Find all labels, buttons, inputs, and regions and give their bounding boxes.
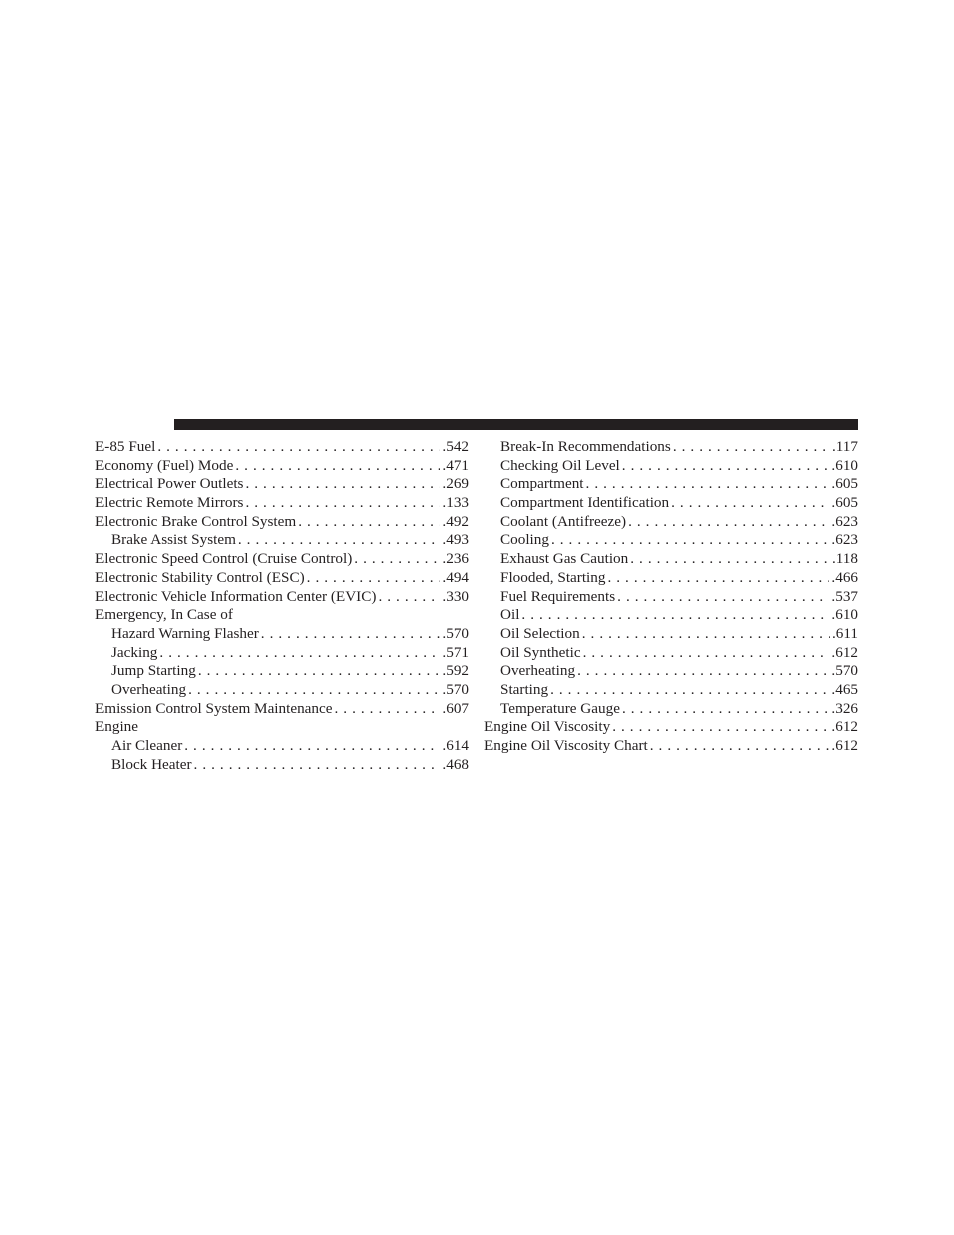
index-entry-label: E-85 Fuel	[95, 438, 156, 455]
index-entry	[484, 625, 858, 644]
index-entry	[95, 606, 469, 625]
dot-leader	[521, 606, 829, 625]
index-entry-label: Electronic Speed Control (Cruise Control)	[95, 550, 353, 568]
dot-leader	[238, 531, 441, 550]
index-entry	[484, 569, 858, 588]
index-entry-label: Jacking	[111, 643, 158, 661]
index-entry-page: .118	[831, 550, 858, 568]
index-entry	[484, 550, 858, 569]
index-entry	[95, 494, 469, 513]
index-entry-page: .612	[831, 643, 858, 661]
index-entry-page: .607	[442, 699, 469, 717]
dot-leader	[628, 513, 829, 532]
dot-leader	[577, 662, 829, 681]
index-entry	[95, 588, 469, 607]
dot-leader	[188, 681, 440, 700]
index-entry-label: Fuel Requirements	[500, 587, 616, 605]
index-entry-page: .605	[831, 475, 858, 493]
index-entry-page: .468	[442, 755, 469, 773]
index-entry	[484, 475, 858, 494]
index-entry	[95, 625, 469, 644]
index-entry	[484, 700, 858, 719]
section-header-bar	[174, 419, 858, 430]
index-entry-label: Engine Oil Viscosity Chart	[484, 737, 648, 754]
index-entry-label: Emergency, In Case of	[95, 606, 233, 624]
index-entry-page: .605	[831, 494, 858, 512]
index-entry	[95, 662, 469, 681]
index-column-left	[95, 438, 469, 774]
dot-leader	[617, 588, 829, 607]
index-entry-label: Electric Remote Mirrors	[95, 494, 244, 512]
index-entry	[95, 718, 469, 737]
index-entry-label: Emission Control System Maintenance	[95, 699, 333, 717]
index-entry-page: .592	[442, 662, 469, 680]
index-entry-page: .493	[442, 531, 469, 549]
index-entry	[484, 606, 858, 625]
index-entry-page: .570	[442, 624, 469, 642]
index-entry	[484, 718, 858, 737]
dot-leader	[157, 438, 440, 457]
dot-leader	[354, 550, 440, 569]
index-entry-page: .610	[831, 606, 858, 624]
dot-leader	[622, 700, 829, 719]
dot-leader	[159, 644, 440, 663]
index-entry-page: .236	[442, 550, 469, 568]
index-entry-label: Exhaust Gas Caution	[500, 550, 629, 568]
dot-leader	[622, 457, 830, 476]
dot-leader	[245, 494, 440, 513]
index-entry-label: Compartment	[500, 475, 584, 493]
index-entry-page: .330	[442, 587, 469, 605]
index-entry-label: Block Heater	[111, 755, 192, 773]
index-entry	[95, 681, 469, 700]
index-entry-page: .326	[831, 699, 858, 717]
dot-leader	[582, 625, 830, 644]
dot-leader	[245, 475, 440, 494]
index-entry-page: .610	[831, 456, 858, 474]
index-entry	[95, 550, 469, 569]
index-entry	[484, 737, 858, 756]
dot-leader	[612, 718, 829, 737]
index-entry-label: Oil	[500, 606, 520, 624]
dot-leader	[650, 737, 830, 756]
index-entry-label: Compartment Identification	[500, 494, 670, 512]
dot-leader	[194, 756, 441, 775]
index-entry-page: .612	[831, 737, 858, 754]
index-entry-page: .133	[442, 494, 469, 512]
index-entry-page: .570	[442, 680, 469, 698]
index-entry	[95, 475, 469, 494]
index-entry-label: Jump Starting	[111, 662, 196, 680]
index-entry-page: .623	[831, 512, 858, 530]
index-entry-page: .537	[831, 587, 858, 605]
index-entry-label: Engine	[95, 718, 139, 736]
index-entry-label: Overheating	[111, 680, 187, 698]
dot-leader	[335, 700, 441, 719]
index-entry	[95, 644, 469, 663]
index-entry	[95, 569, 469, 588]
index-entry-page: .571	[442, 643, 469, 661]
index-entry-page: .612	[831, 718, 858, 736]
index-entry-page: .492	[442, 512, 469, 530]
index-entry-label: Electronic Brake Control System	[95, 512, 297, 530]
index-entry-label: Electronic Vehicle Information Center (EVIC)	[95, 587, 377, 605]
index-entry-page: .614	[442, 737, 469, 754]
index-entry	[95, 737, 469, 756]
dot-leader	[673, 438, 830, 457]
index-entry-page: .494	[442, 568, 469, 586]
index-entry-label: Hazard Warning Flasher	[111, 624, 259, 642]
index-entry	[484, 681, 858, 700]
dot-leader	[307, 569, 441, 588]
index-entry-label: Temperature Gauge	[500, 699, 620, 717]
index-entry-label: Brake Assist System	[111, 531, 236, 549]
index-entry-label: Oil Synthetic	[500, 643, 581, 661]
index-entry-page: .542	[442, 438, 469, 455]
dot-leader	[184, 737, 440, 756]
index-entry-page: .465	[831, 680, 858, 698]
index-entry-label: Electrical Power Outlets	[95, 475, 244, 493]
index-entry-label: Economy (Fuel) Mode	[95, 456, 234, 474]
index-entry-label: Electronic Stability Control (ESC)	[95, 568, 305, 586]
index-entry	[95, 531, 469, 550]
dot-leader	[607, 569, 829, 588]
index-entry	[484, 438, 858, 457]
dot-leader	[550, 681, 829, 700]
dot-leader	[378, 588, 440, 607]
index-entry-page: .611	[831, 624, 858, 642]
dot-leader	[671, 494, 829, 513]
index-entry-page: .570	[831, 662, 858, 680]
index-entry-label: Coolant (Antifreeze)	[500, 512, 627, 530]
index-entry-page: .117	[831, 438, 858, 455]
index-entry	[95, 438, 469, 457]
index-entry-label: Overheating	[500, 662, 576, 680]
index-entry-label: Break-In Recommendations	[500, 438, 671, 455]
index-entry-label: Cooling	[500, 531, 549, 549]
index-entry	[95, 756, 469, 775]
index-column-right	[484, 438, 858, 756]
dot-leader	[235, 457, 440, 476]
dot-leader	[298, 513, 440, 532]
index-entry-page: .466	[831, 568, 858, 586]
dot-leader	[551, 531, 829, 550]
index-entry-label: Oil Selection	[500, 624, 580, 642]
index-entry-page: .269	[442, 475, 469, 493]
index-entry-page: .623	[831, 531, 858, 549]
dot-leader	[198, 662, 441, 681]
index-entry-label: Checking Oil Level	[500, 456, 620, 474]
dot-leader	[583, 644, 830, 663]
index-entry	[484, 494, 858, 513]
index-entry-label: Flooded, Starting	[500, 568, 606, 586]
index-entry-label: Air Cleaner	[111, 737, 183, 754]
index-entry	[484, 513, 858, 532]
dot-leader	[630, 550, 830, 569]
index-entry-label: Starting	[500, 680, 549, 698]
index-entry	[484, 531, 858, 550]
index-entry-page: .471	[442, 456, 469, 474]
dot-leader	[261, 625, 441, 644]
index-entry	[484, 457, 858, 476]
index-entry-label: Engine Oil Viscosity	[484, 718, 611, 736]
dot-leader	[586, 475, 830, 494]
index-entry	[484, 662, 858, 681]
index-entry	[484, 644, 858, 663]
index-entry	[95, 700, 469, 719]
index-entry	[95, 457, 469, 476]
index-entry	[484, 588, 858, 607]
index-entry	[95, 513, 469, 532]
